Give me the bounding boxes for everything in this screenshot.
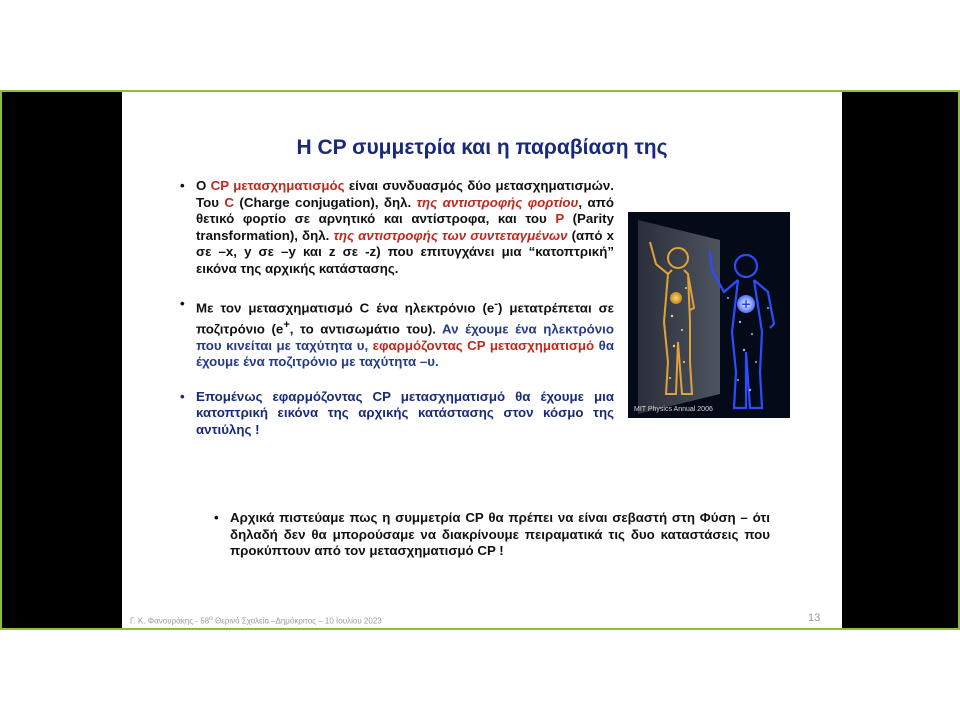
- bullet-list: [180, 178, 614, 457]
- bullet-c-transformation: • Με τον μετασχηματισμό C ένα ηλεκτρόνιο (e-) μετατρέπεται σε ποζιτρόνιο (e+, το αντισωμάτιο του). Αν έχουμε ένα ηλεκτρόνιο που κινείται με ταχύτητα υ, εφαρμόζοντας CP μετασχηματισμό θα έχουμε ένα ποζιτρόνιο με ταχύτητα –υ.: [180, 295, 614, 370]
- slide-title: Η CP συμμετρία και η παραβίαση της: [296, 136, 668, 159]
- mirror-illustration: [628, 212, 790, 418]
- positron-plus-icon: +: [740, 297, 752, 311]
- bullet-cp-belief: • Αρχικά πιστεύαμε πως η συμμετρία CP θα πρέπει να είναι σεβαστή στη Φύση – ότι δηλαδή δεν θα μπορούσαμε να διακρίνουμε πειραματικά τις δυο καταστάσεις που προκύπτουν από τον μετασχηματισμό CP !: [214, 510, 770, 559]
- electron-dot: [670, 292, 682, 304]
- bullet-icon: •: [180, 295, 185, 311]
- slide: [122, 92, 842, 628]
- image-caption: MIT Physics Annual 2006: [634, 406, 713, 413]
- slide-footer: Γ. Κ. Φανουράκης - $58^o$ Θερινό Σχολείο –Δημόκριτος – 10 Ιουλίου 2023: [130, 615, 382, 626]
- bullet-antimatter: • Επομένως εφαρμόζοντας CP μετασχηματισμό θα έχουμε μια κατοπτρική εικόνα της αρχικής κατάστασης στον κόσμο της αντιύλης !: [180, 388, 614, 437]
- mirror-figures-image: [628, 212, 790, 418]
- mirror-pane: [638, 220, 720, 414]
- bullet-icon: •: [180, 178, 185, 193]
- bullet-icon: •: [180, 388, 185, 404]
- bullet-cp-belief-block: [214, 510, 770, 578]
- page-number: 13: [808, 612, 821, 624]
- bullet-icon: •: [214, 510, 219, 525]
- slide-frame: [0, 90, 960, 630]
- bullet-cp-definition: • Ο CP μετασχηματισμός είναι συνδυασμός δύο μετασχηματισμών. Του C (Charge conjugation), δηλ. της αντιστροφής φορτίου, από θετικό φορτίο σε αρνητικό και αντίστροφα, και του P (Parity transformation), δηλ. της αντιστροφής των συντεταγμένων (από x σε –x, y σε –y και z σε -z) που επιτυγχάνει μια “κατοπτρική” εικόνα της αρχικής κατάστασης.: [180, 178, 614, 276]
